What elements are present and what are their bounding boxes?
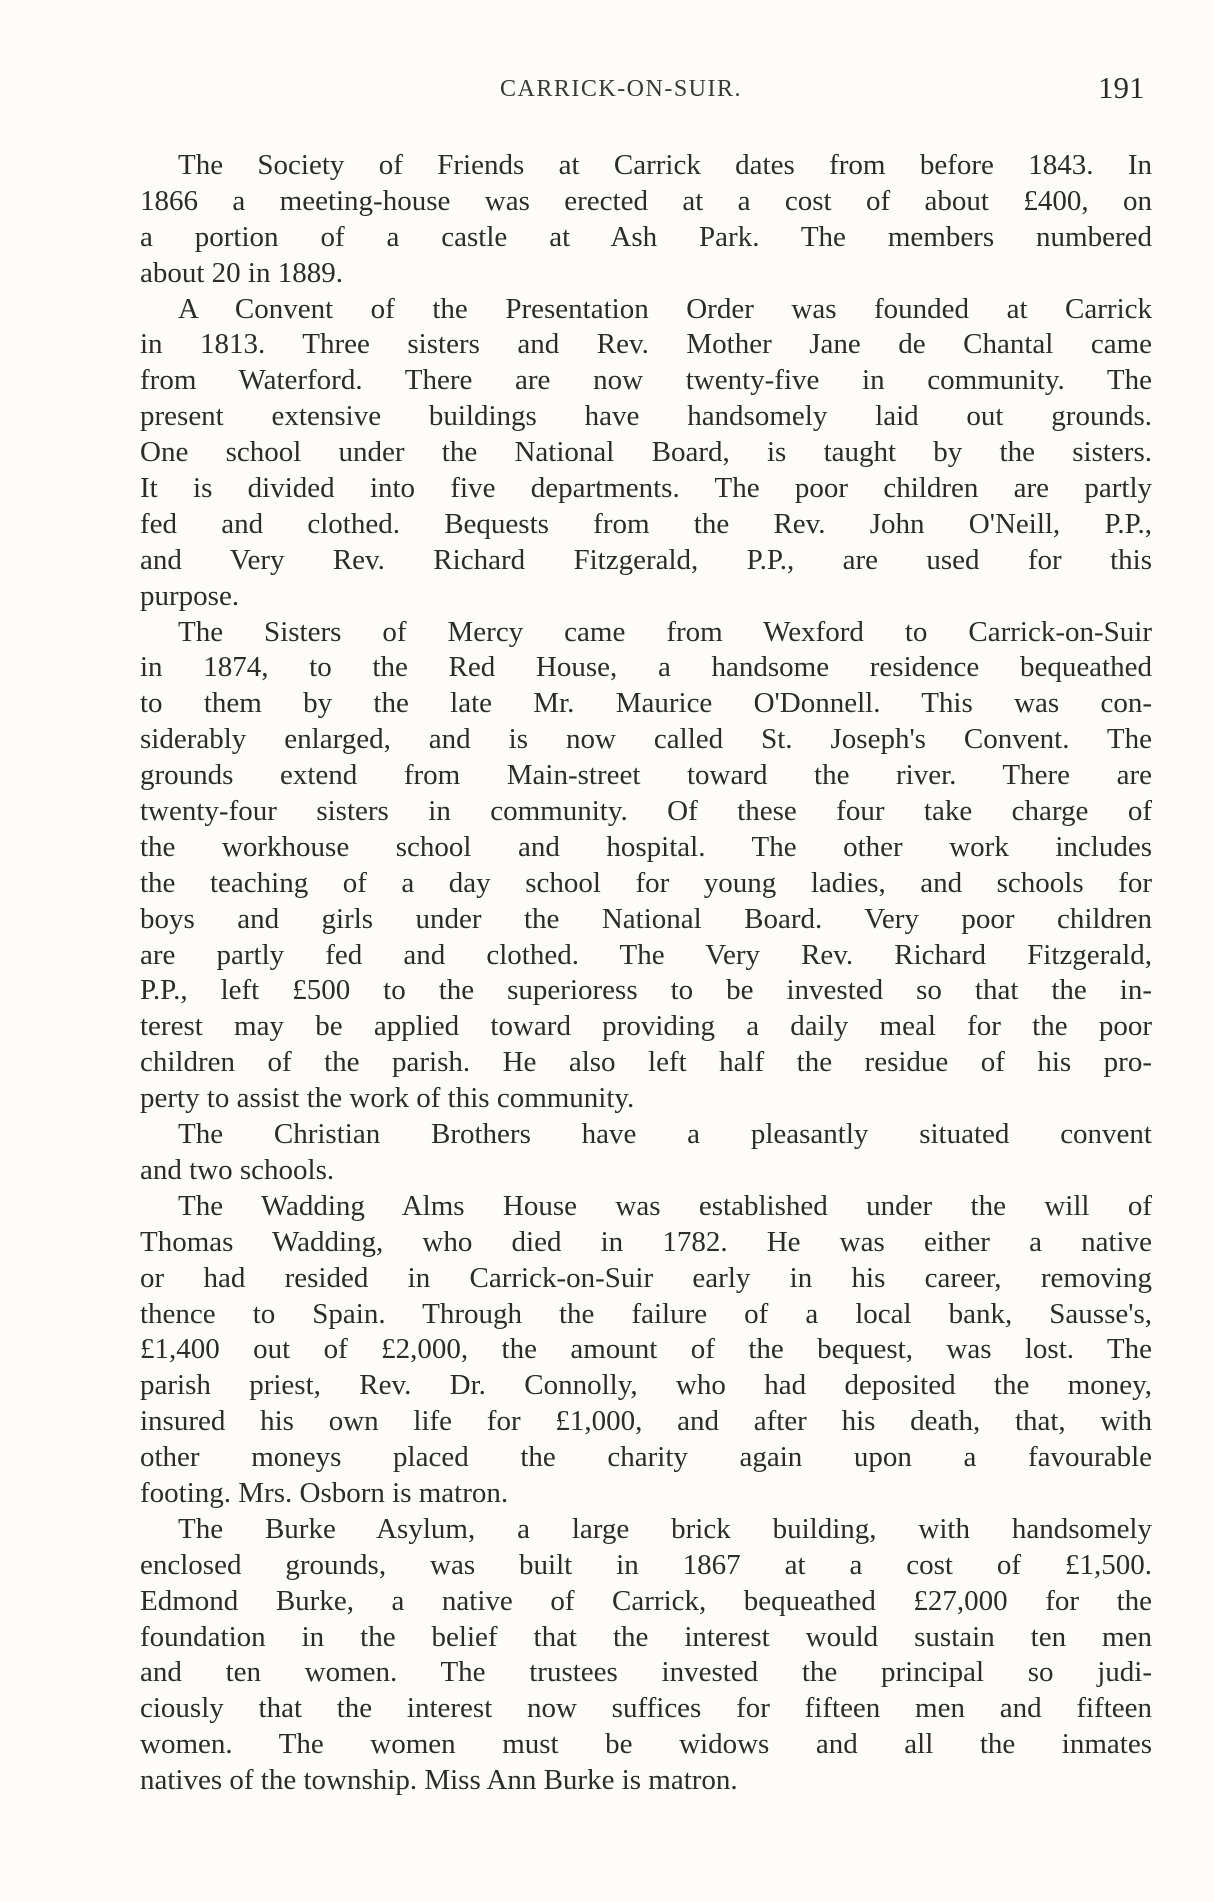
text-line: siderably enlarged, and is now called St. Joseph's Convent. The [140,723,1152,756]
running-title: CARRICK-ON-SUIR. [500,76,743,102]
text-line: Edmond Burke, a native of Carrick, bequeathed £27,000 for the [140,1584,1152,1617]
text-line: enclosed grounds, was built in 1867 at a cost of £1,500. [140,1548,1152,1581]
text-line: ciously that the interest now suffices for fifteen men and fifteen [140,1692,1152,1725]
text-line: about 20 in 1889. [140,256,343,289]
text-line: the teaching of a day school for young ladies, and schools for [140,866,1152,899]
text-line: 1866 a meeting-house was erected at a cost of about £400, on [140,184,1152,217]
text-line: £1,400 out of £2,000, the amount of the bequest, was lost. The [140,1333,1152,1366]
text-line: twenty-four sisters in community. Of these four take charge of [140,795,1152,828]
text-line: natives of the township. Miss Ann Burke is matron. [140,1764,738,1797]
text-line: The Burke Asylum, a large brick building, with handsomely [178,1512,1152,1545]
text-line: to them by the late Mr. Maurice O'Donnell. This was con- [140,687,1152,720]
text-line: are partly fed and clothed. The Very Rev. Richard Fitzgerald, [140,938,1152,971]
text-line: boys and girls under the National Board. Very poor children [140,902,1152,935]
body-text [140,148,1152,1799]
text-line: grounds extend from Main-street toward the river. There are [140,759,1152,792]
text-line: Thomas Wadding, who died in 1782. He was either a native [140,1225,1152,1258]
text-line: The Wadding Alms House was established under the will of [178,1189,1152,1222]
text-line: the workhouse school and hospital. The other work includes [140,830,1152,863]
text-line: perty to assist the work of this community. [140,1082,635,1115]
text-line: and two schools. [140,1153,335,1186]
text-line: present extensive buildings have handsomely laid out grounds. [140,400,1152,433]
text-line: It is divided into five departments. The poor children are partly [140,472,1152,505]
text-line: fed and clothed. Bequests from the Rev. John O'Neill, P.P., [140,507,1152,540]
text-line: and Very Rev. Richard Fitzgerald, P.P., are used for this [140,543,1152,576]
text-line: insured his own life for £1,000, and after his death, that, with [140,1405,1152,1438]
text-line: footing. Mrs. Osborn is matron. [140,1476,509,1509]
text-line: children of the parish. He also left half the residue of his pro- [140,1046,1152,1079]
text-line: from Waterford. There are now twenty-five in community. The [140,364,1152,397]
text-line: and ten women. The trustees invested the principal so judi- [140,1656,1152,1689]
text-line: a portion of a castle at Ash Park. The members numbered [140,220,1152,253]
text-line: women. The women must be widows and all the inmates [140,1728,1152,1761]
page-number: 191 [1098,70,1145,105]
text-line: The Christian Brothers have a pleasantly situated convent [178,1118,1152,1151]
text-line: parish priest, Rev. Dr. Connolly, who had deposited the money, [140,1369,1152,1402]
text-line: The Society of Friends at Carrick dates from before 1843. In [178,149,1152,181]
text-line: The Sisters of Mercy came from Wexford to Carrick-on-Suir [178,615,1152,648]
text-line: other moneys placed the charity again upon a favourable [140,1441,1152,1474]
text-line: A Convent of the Presentation Order was founded at Carrick [178,292,1152,325]
text-line: in 1813. Three sisters and Rev. Mother Jane de Chantal came [140,328,1152,361]
text-line: terest may be applied toward providing a daily meal for the poor [140,1010,1152,1043]
text-line: P.P., left £500 to the superioress to be invested so that the in- [140,974,1152,1007]
running-head [0,70,1214,110]
text-line: thence to Spain. Through the failure of a local bank, Sausse's, [140,1297,1152,1330]
text-line: One school under the National Board, is taught by the sisters. [140,436,1152,469]
text-line: foundation in the belief that the interest would sustain ten men [140,1620,1152,1653]
text-line: purpose. [140,579,240,612]
text-line: or had resided in Carrick-on-Suir early in his career, removing [140,1261,1152,1294]
text-line: in 1874, to the Red House, a handsome residence bequeathed [140,651,1152,684]
